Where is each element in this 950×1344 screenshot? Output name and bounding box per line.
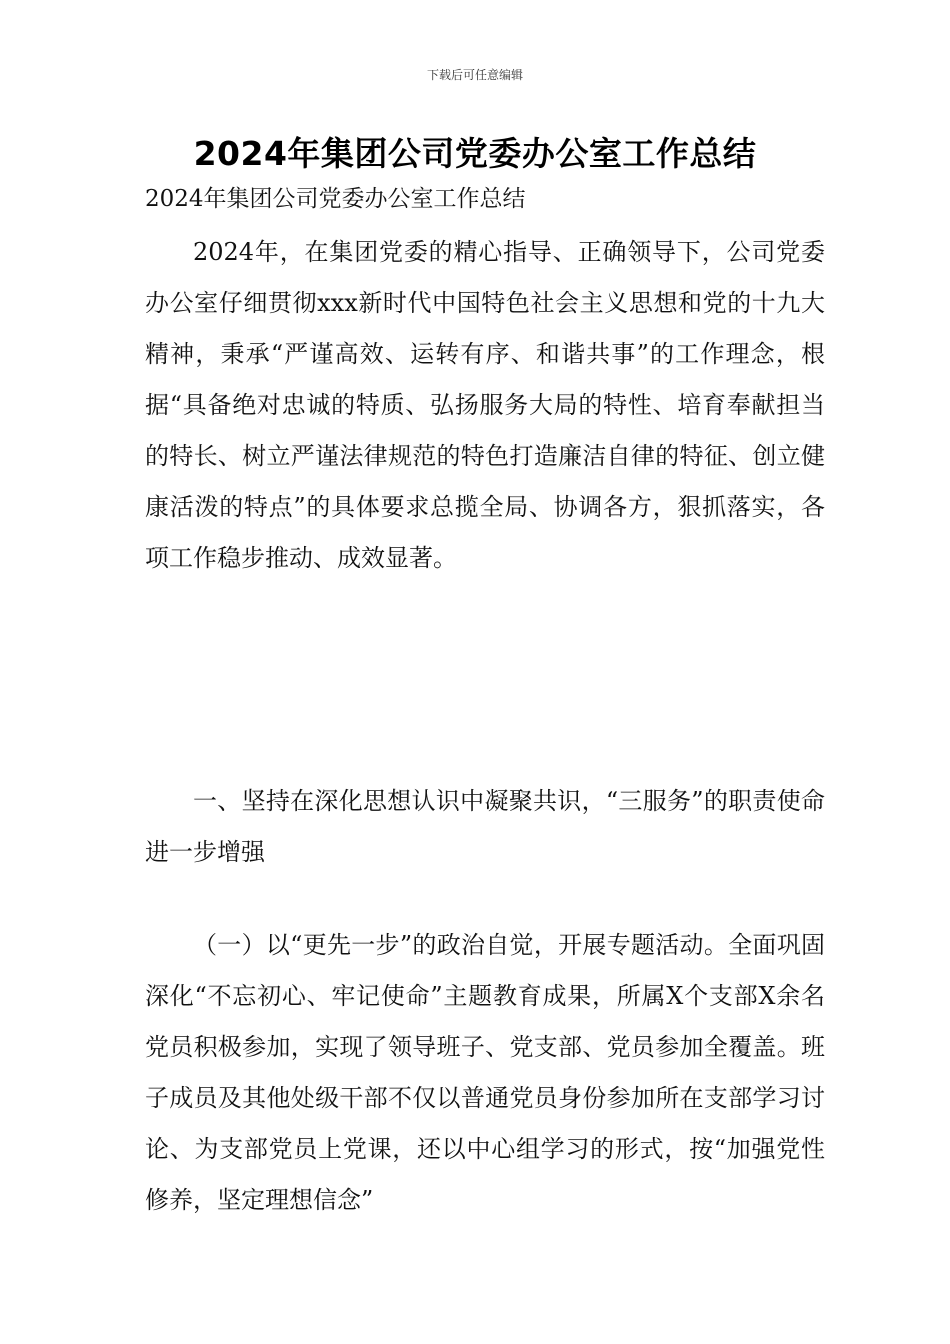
document-subtitle: 2024年集团公司党委办公室工作总结 [145,186,526,212]
subsection-paragraph-one: （一）以“更先一步”的政治自觉，开展专题活动。全面巩固深化“不忘初心、牢记使命”主题教育成果，所属X个支部X余名党员积极参加，实现了领导班子、党支部、党员参加全覆盖。班子成员及其他处级干部不仅以普通党员身份参加所在支部学习讨论、为支部党员上党课，还以中心组学习的形式，按“加强党性修养，坚定理想信念” [145,931,825,1214]
section-heading-one: 一、坚持在深化思想认识中凝聚共识，“三服务”的职责使命进一步增强 [145,787,825,866]
page-header-note: 下载后可任意编辑 [426,68,523,82]
document-title: 2024年集团公司党委办公室工作总结 [193,134,757,173]
intro-paragraph: 2024年，在集团党委的精心指导、正确领导下，公司党委办公室仔细贯彻xxx新时代中国特色社会主义思想和党的十九大精神，秉承“严谨高效、运转有序、和谐共事”的工作理念，根据“具备绝对忠诚的特质、弘扬服务大局的特性、培育奉献担当的特长、树立严谨法律规范的特色打造廉洁自律的特征、创立健康活泼的特点”的具体要求总揽全局、协调各方，狠抓落实，各项工作稳步推动、成效显著。 [145,238,825,572]
